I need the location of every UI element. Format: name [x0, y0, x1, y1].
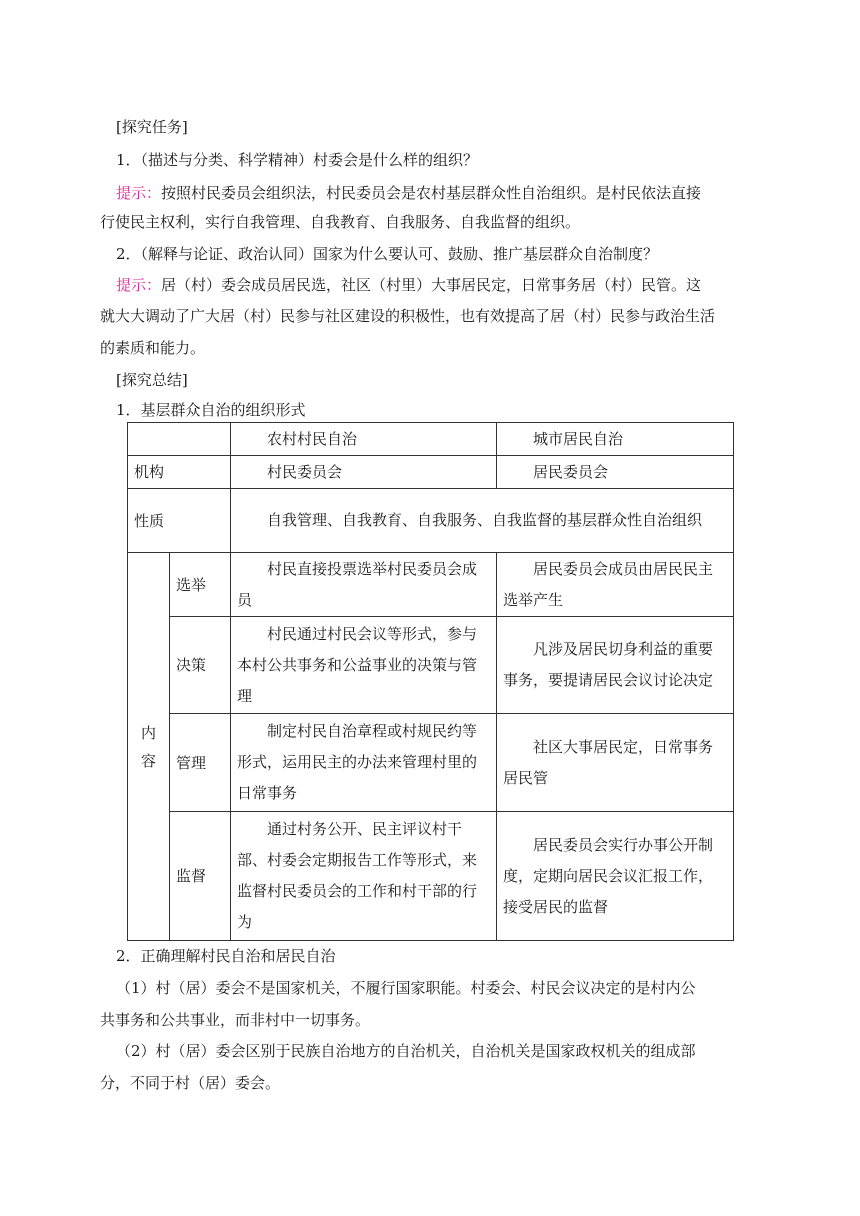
manage-rural: 制定村民自治章程或村规民约等形式，运用民主的办法来管理村里的日常事务 [231, 714, 497, 812]
row-label-org: 机构 [128, 456, 231, 489]
row-label-content: 内 容 [128, 553, 170, 941]
supervise-urban: 居民委员会实行办事公开制度，定期向居民会议汇报工作，接受居民的监督 [497, 812, 734, 941]
point-2-line-2: 分，不同于村（居）委会。 [100, 1074, 281, 1092]
election-rural: 村民直接投票选举村民委员会成员 [231, 553, 497, 617]
supervise-rural: 通过村务公开、民主评议村干部、村委会定期报告工作等形式，来监督村民委员会的工作和村干部的行为 [231, 812, 497, 941]
row-label-nature: 性质 [128, 489, 231, 553]
table-row-supervise [128, 812, 734, 941]
summary-title-2: 2．正确理解村民自治和居民自治 [116, 947, 336, 965]
nature-cell: 自我管理、自我教育、自我服务、自我监督的基层群众性自治组织 [231, 489, 734, 553]
section-heading-summary: [探究总结] [116, 371, 188, 389]
point-1-line-1: （1）村（居）委会不是国家机关，不履行国家职能。村委会、村民会议决定的是村内公 [116, 979, 696, 997]
question-1: 1．（描述与分类、科学精神）村委会是什么样的组织？ [116, 151, 479, 169]
answer-1-line-1: 提示：按照村民委员会组织法，村民委员会是农村基层群众性自治组织。是村民依法直接 [116, 184, 702, 202]
answer-2-line-1: 提示：居（村）委会成员居民选，社区（村里）大事居民定，日常事务居（村）民管。这 [116, 276, 702, 294]
point-2-line-1: （2）村（居）委会区别于民族自治地方的自治机关，自治机关是国家政权机关的组成部 [116, 1042, 696, 1060]
header-urban: 城市居民自治 [497, 423, 734, 456]
tip-label: 提示： [116, 184, 162, 202]
header-rural: 农村村民自治 [231, 423, 497, 456]
table-corner-cell [128, 423, 231, 456]
table-header-row [128, 423, 734, 456]
question-2: 2．（解释与论证、政治认同）国家为什么要认可、鼓励、推广基层群众自治制度？ [116, 245, 659, 263]
manage-urban: 社区大事居民定，日常事务居民管 [497, 714, 734, 812]
row-label-decision: 决策 [170, 617, 231, 714]
answer-1-line-2: 行使民主权利，实行自我管理、自我教育、自我服务、自我监督的组织。 [100, 213, 581, 231]
answer-2-line-2: 就大大调动了广大居（村）民参与社区建设的积极性，也有效提高了居（村）民参与政治生活 [100, 307, 716, 325]
table-row-nature [128, 489, 734, 553]
election-urban: 居民委员会成员由居民民主选举产生 [497, 553, 734, 617]
table-row-manage [128, 714, 734, 812]
table-row-decision [128, 617, 734, 714]
table-row-election [128, 553, 734, 617]
self-governance-table [127, 422, 734, 941]
org-rural: 村民委员会 [231, 456, 497, 489]
row-label-supervise: 监督 [170, 812, 231, 941]
point-1-line-2: 共事务和公共事业，而非村中一切事务。 [100, 1011, 371, 1029]
answer-2-line-3: 的素质和能力。 [100, 339, 206, 357]
table-row-org [128, 456, 734, 489]
row-label-manage: 管理 [170, 714, 231, 812]
tip-label: 提示： [116, 276, 162, 294]
decision-urban: 凡涉及居民切身利益的重要事务，要提请居民会议讨论决定 [497, 617, 734, 714]
row-label-election: 选举 [170, 553, 231, 617]
summary-title-1: 1．基层群众自治的组织形式 [116, 401, 306, 419]
decision-rural: 村民通过村民会议等形式，参与本村公共事务和公益事业的决策与管理 [231, 617, 497, 714]
org-urban: 居民委员会 [497, 456, 734, 489]
section-heading-task: [探究任务] [116, 118, 188, 136]
